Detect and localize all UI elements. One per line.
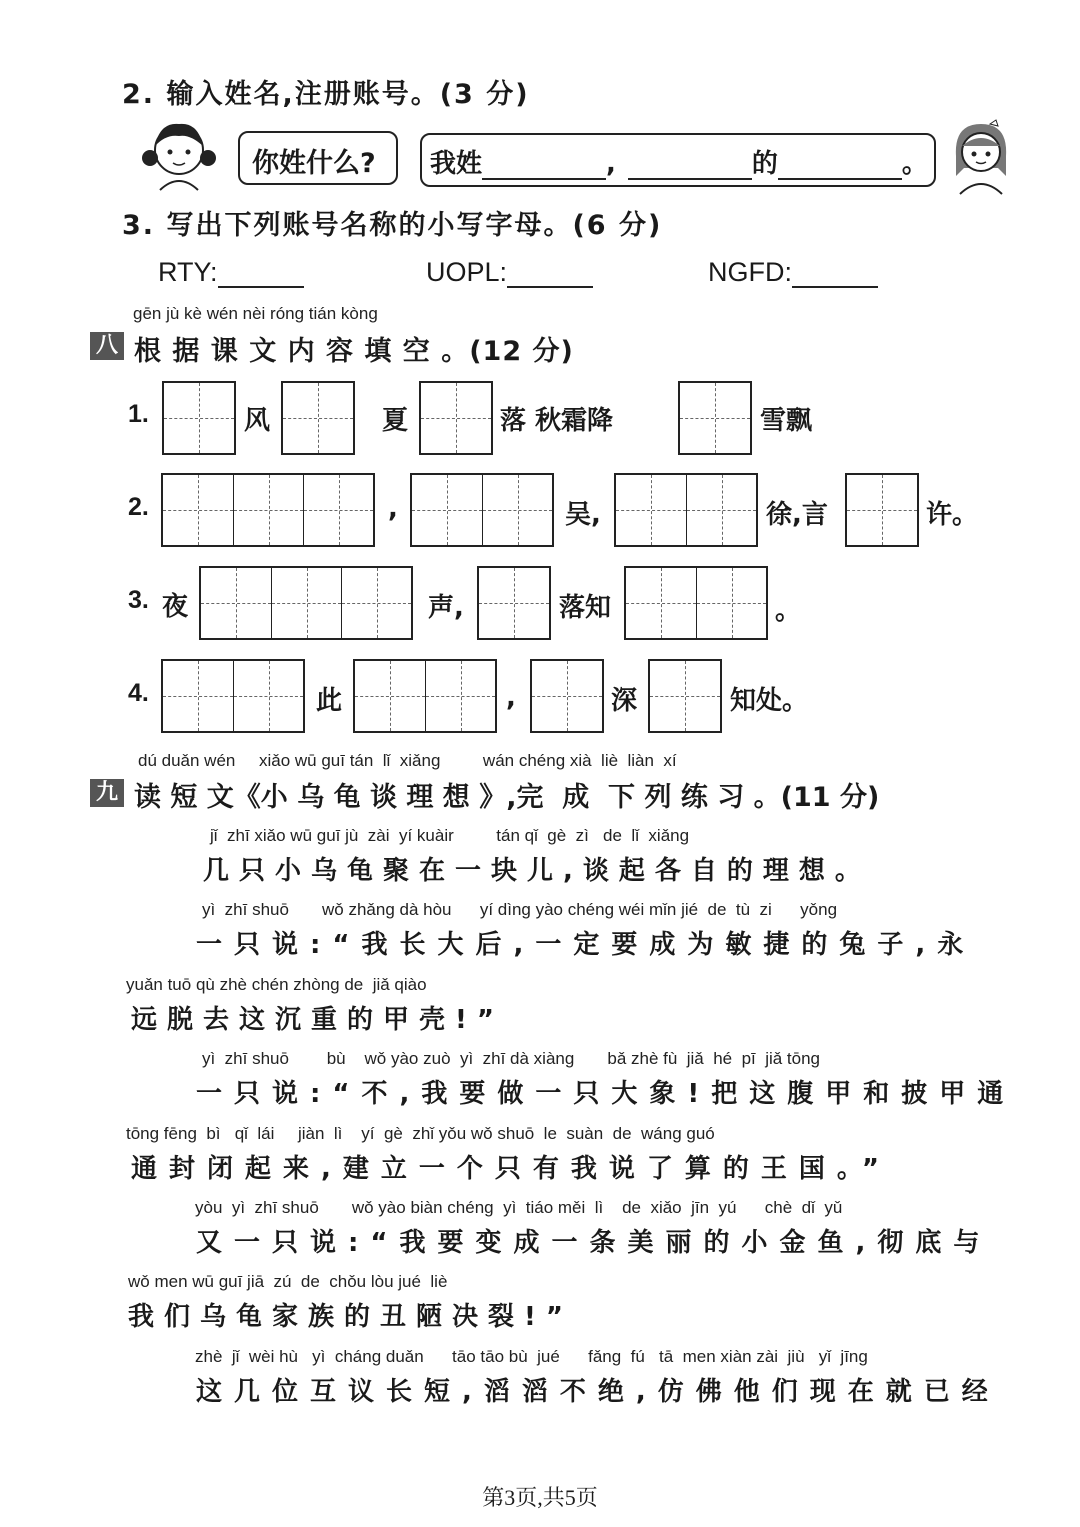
passage-line-3: 远脱去这沉重的甲壳!” (131, 1005, 504, 1035)
q2-title: 2. 输入姓名,注册账号。(3 分) (122, 79, 530, 110)
row1-grid-3[interactable] (419, 381, 493, 455)
section-8-title: 根 据 课 文 内 容 填 空 。(12 分) (134, 336, 574, 367)
passage-line-1: 几只小乌龟聚在一块儿,谈起各自的理想。 (203, 856, 871, 886)
row1-text-1: 风 (244, 406, 271, 436)
row2-grid-2[interactable] (410, 473, 554, 547)
row2-grid-3[interactable] (614, 473, 758, 547)
q3-title: 3. 写出下列账号名称的小写字母。(6 分) (122, 210, 663, 241)
answer-bubble (420, 133, 936, 187)
section-9-title: 读 短 文《小 乌 龟 谈 理 想 》,完 成 下 列 练 习 。(11 分) (134, 782, 880, 813)
section-8-pinyin: gēn jù kè wén nèi róng tián kòng (133, 304, 378, 323)
passage-pinyin-3: yuǎn tuō qù zhè chén zhòng de jiǎ qiào (126, 975, 427, 994)
girl-question-bubble (238, 131, 398, 185)
girl-question-text: 你姓什么? (252, 148, 376, 179)
fill-row-2-number: 2. (128, 493, 149, 521)
row3-grid-2[interactable] (477, 566, 551, 640)
passage-line-5: 通封闭起来,建立一个只有我说了算的王国。” (131, 1154, 891, 1184)
surname-char-blank-2[interactable] (778, 152, 902, 180)
ngfd-blank[interactable] (792, 256, 878, 288)
row1-text-4: 雪飘 (760, 406, 813, 436)
row1-text-2: 夏 (382, 406, 409, 436)
row4-grid-3[interactable] (530, 659, 604, 733)
row3-text-3: 。 (775, 596, 802, 626)
passage-pinyin-8: zhè jǐ wèi hù yì cháng duǎn tāo tāo bù jué fǎng fú tā men xiàn zài jiù yǐ jīng (195, 1347, 868, 1366)
uopl-blank[interactable] (507, 256, 593, 288)
row3-text-2: 落知 (559, 593, 612, 623)
row4-text-4: 知处。 (730, 686, 809, 716)
row3-text-0: 夜 (162, 592, 189, 622)
q3-item-uopl: UOPL: (426, 256, 593, 288)
answer-end: 。 (901, 149, 928, 179)
passage-line-2: 一只说:“我长大后,一定要成为敏捷的兔子,永 (196, 930, 976, 960)
row1-grid-1[interactable] (162, 381, 236, 455)
passage-pinyin-5: tōng fēng bì qǐ lái jiàn lì yí gè zhǐ yǒu wǒ shuō le suàn de wáng guó (126, 1124, 715, 1143)
row4-text-2: , (506, 683, 516, 713)
q3-item-rty: RTY: (158, 256, 304, 288)
passage-pinyin-7: wǒ men wū guī jiā zú de chǒu lòu jué liè (128, 1272, 448, 1291)
row2-grid-1[interactable] (161, 473, 375, 547)
passage-line-8: 这几位互议长短,滔滔不绝,仿佛他们现在就已经 (196, 1377, 1000, 1407)
passage-line-4: 一只说:“不,我要做一只大象!把这腹甲和披甲通 (196, 1079, 1016, 1109)
passage-pinyin-6: yòu yì zhī shuō wǒ yào biàn chéng yì tiáo měi lì de xiǎo jīn yú chè dǐ yǔ (195, 1198, 843, 1217)
fill-row-1-number: 1. (128, 400, 149, 428)
section-9-pinyin: dú duǎn wén xiǎo wū guī tán lǐ xiǎng wán chéng xià liè liàn xí (138, 751, 677, 770)
row4-grid-1[interactable] (161, 659, 305, 733)
rty-blank[interactable] (218, 256, 304, 288)
section-8-badge: 八 (90, 332, 124, 360)
answer-prefix: 我姓 (430, 149, 483, 179)
row2-text-4: 许。 (926, 500, 979, 530)
q3-item-ngfd: NGFD: (708, 256, 878, 288)
row3-grid-1[interactable] (199, 566, 413, 640)
girl-left-illustration (140, 112, 218, 192)
answer-de: 的 (751, 149, 778, 179)
row1-text-3: 落 秋霜降 (500, 406, 614, 436)
passage-pinyin-2: yì zhī shuō wǒ zhǎng dà hòu yí dìng yào chéng wéi mǐn jié de tù zi yǒng (202, 900, 838, 919)
row2-text-2: 吴, (565, 500, 601, 530)
row4-grid-4[interactable] (648, 659, 722, 733)
passage-pinyin-1: jǐ zhī xiǎo wū guī jù zài yí kuàir tán qǐ gè zì de lǐ xiǎng (210, 826, 690, 845)
row2-text-3: 徐,言 (766, 500, 828, 530)
passage-pinyin-4: yì zhī shuō bù wǒ yào zuò yì zhī dà xiàng bǎ zhè fù jiǎ hé pī jiǎ tōng (202, 1049, 821, 1068)
passage-line-6: 又一只说:“我要变成一条美丽的小金鱼,彻底与 (196, 1228, 992, 1258)
row3-grid-3[interactable] (624, 566, 768, 640)
row4-text-1: 此 (316, 686, 343, 716)
row2-grid-4[interactable] (845, 473, 919, 547)
section-9-badge: 九 (90, 779, 124, 807)
page-footer: 第3页,共5页 (482, 1485, 598, 1510)
row1-grid-4[interactable] (678, 381, 752, 455)
row3-text-1: 声, (428, 593, 464, 623)
surname-char-blank-1[interactable] (628, 152, 752, 180)
row1-grid-2[interactable] (281, 381, 355, 455)
fill-row-3-number: 3. (128, 586, 149, 614)
girl-right-illustration (948, 116, 1014, 196)
row4-text-3: 深 (611, 686, 638, 716)
passage-line-7: 我们乌龟家族的丑陋决裂!” (128, 1302, 573, 1332)
row4-grid-2[interactable] (353, 659, 497, 733)
fill-row-4-number: 4. (128, 679, 149, 707)
row2-text-1: , (388, 494, 398, 524)
answer-comma: , (606, 149, 616, 179)
surname-blank[interactable] (482, 152, 606, 180)
